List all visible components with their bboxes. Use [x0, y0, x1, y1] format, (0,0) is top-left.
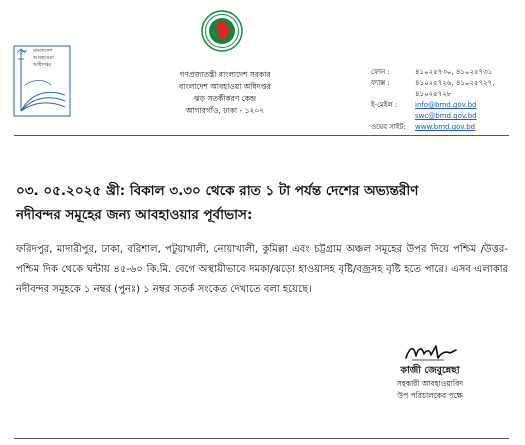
- handwritten-signature-icon: [400, 340, 460, 364]
- email-label: ই-মেইল :: [371, 101, 398, 109]
- bulletin-body: ফরিদপুর, মাদারীপুর, ঢাকা, বরিশাল, পটুয়াখালী, নোয়াখালী, কুমিল্লা এবং চট্টগ্রাম অঞ্চল সমূহের উপর দিয়ে পশ্চিম /উত্তর-পশ্চিম দিক থেকে ঘন্টায় ৪৫-৬০ কি.মি. বেগে অস্থায়ীভাবে দমকা/ঝড়ো হাওয়াসহ বৃষ্টি/বজ্রসহ বৃষ্টি হতে পারে। এসব এলাকার নদীবন্দর সমূহকে ১ নম্বর (পুনঃ) ১ নম্বর সতর্ক সংকেত দেখাতে বলা হয়েছে।: [16, 244, 508, 295]
- bulletin-title-line: নদীবন্দর সমূহের জন্য আবহাওয়ার পূর্বাভাস:: [16, 207, 253, 223]
- bulletin-title: [16, 179, 511, 227]
- signatory-designation: সহকারী আবহাওয়াবিদ: [396, 379, 464, 388]
- phone-label: ফোন :: [371, 68, 390, 76]
- center-name: ঝড় সতর্কীকরণ কেন্দ্র: [193, 94, 257, 103]
- government-name: গণপ্রজাতন্ত্রী বাংলাদেশ সরকার: [179, 70, 271, 79]
- signatory-name: কাজী জেবুন্নেছা: [400, 365, 460, 376]
- email-link-swc[interactable]: swc@bmd.gov.bd: [415, 112, 477, 120]
- contact-info: [371, 67, 494, 133]
- bmd-logo-text-line: অধিদপ্তর: [33, 62, 52, 68]
- footer-divider: [14, 438, 509, 439]
- bmd-logo-text-line: বাংলাদেশ: [33, 48, 53, 54]
- fax-value: ৪১০২৫৭২৬, ৪১০২৫৭২৭,: [415, 79, 495, 87]
- signature-block: [355, 340, 505, 402]
- bmd-logo-text-line: আবহাওয়া: [33, 55, 54, 61]
- website-link[interactable]: www.bmd.gov.bd: [415, 123, 476, 131]
- bmd-logo-caption: [33, 48, 54, 69]
- fax-value-continued: ৪১০২৫৭২৮: [415, 90, 452, 98]
- email-link-info[interactable]: info@bmd.gov.bd: [415, 101, 477, 109]
- address-line: আগারগাঁও, ঢাকা - ১২০৭: [185, 106, 265, 115]
- bulletin-title-line: ০৩. ০৫.২০২৫ খ্রী: বিকাল ৩.৩০ থেকে রাত ১ টা পর্যন্ত দেশের অভ্যন্তরীণ: [16, 183, 419, 199]
- phone-value: ৪১০২৫৭৩০, ৪১০২৫৭৩১: [415, 68, 493, 76]
- header-divider: [14, 135, 509, 136]
- signatory-on-behalf: উপ পরিচালকের পক্ষে: [397, 391, 463, 400]
- department-name: বাংলাদেশ আবহাওয়া অধিদপ্তর: [179, 82, 271, 91]
- bangladesh-government-emblem-icon: [201, 10, 243, 52]
- organization-address: [135, 69, 315, 117]
- fax-label: ফ্যাক্স :: [371, 79, 390, 87]
- website-label: ওয়েব সাইট:: [371, 123, 406, 131]
